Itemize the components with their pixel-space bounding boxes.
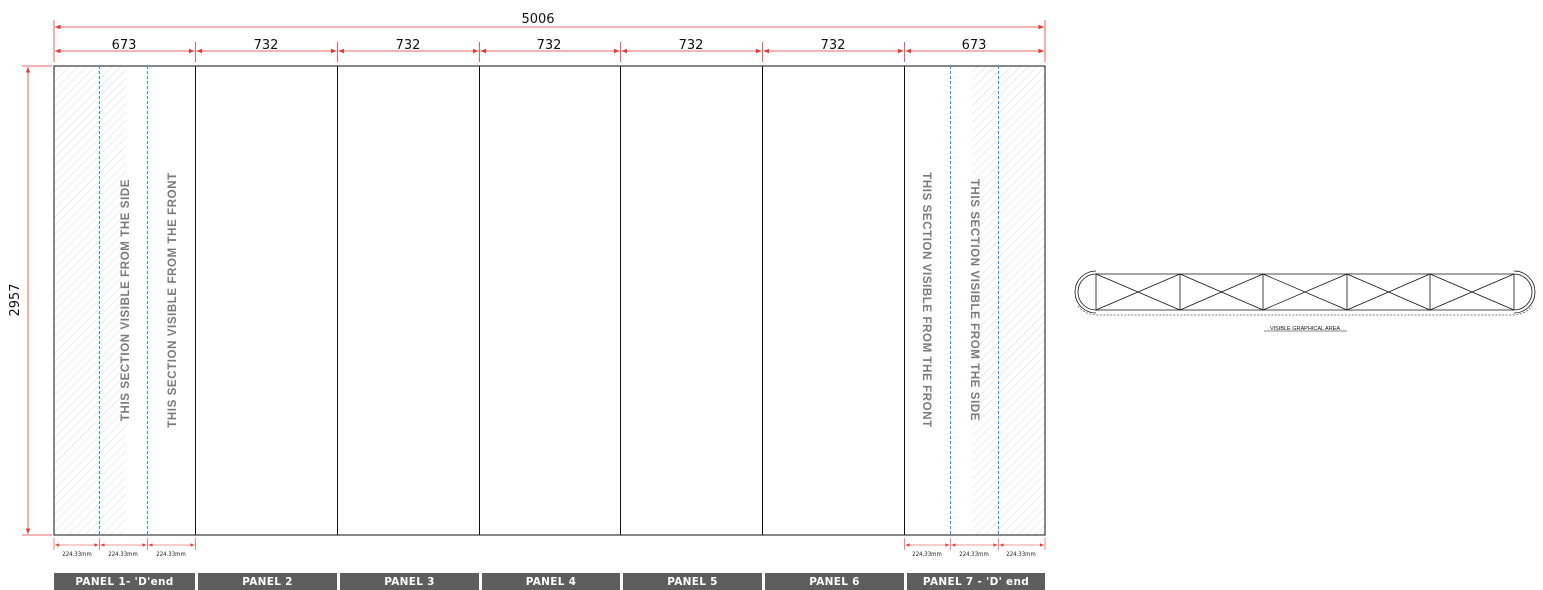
panel-1-width: 673 [111,38,137,53]
right-front-section-label: THIS SECTION VISIBLE FROM THE FRONT [920,172,932,428]
left-section-3-size: 224.33mm [156,551,186,558]
left-section-dimensions [54,538,196,558]
right-section-dimensions [905,538,1046,558]
hatch-area-right-outer [999,66,1045,535]
hatch-area-left-outer [54,66,99,535]
panel-6-width: 732 [820,38,846,53]
frame-top-view [1075,271,1535,315]
panel-6-label: PANEL 6 [765,573,904,590]
panel-4-width: 732 [536,38,562,53]
right-section-3-size: 224.33mm [1006,551,1036,558]
panel-7-width: 673 [961,38,987,53]
left-section-1-size: 224.33mm [62,551,92,558]
panel-5-label: PANEL 5 [623,573,762,590]
right-section-1-size: 224.33mm [912,551,942,558]
right-section-2-size: 224.33mm [959,551,989,558]
panel-2-width: 732 [253,38,279,53]
left-section-2-size: 224.33mm [108,551,138,558]
panel-4-label: PANEL 4 [482,573,620,590]
panel-5-width: 732 [678,38,704,53]
panel-3-label: PANEL 3 [340,573,479,590]
overall-width-dimension [54,12,1045,62]
section-guides [100,66,999,535]
panel-dividers [196,66,905,535]
panel-3-width: 732 [395,38,421,53]
visible-area-caption: VISIBLE GRAPHICAL AREA [1269,326,1341,332]
panel-1-label: PANEL 1- 'D'end [54,573,195,590]
panel-7-label: PANEL 7 - 'D' end [907,573,1045,590]
frame-lattice [1096,274,1514,310]
left-front-section-label: THIS SECTION VISIBLE FROM THE FRONT [167,172,179,428]
height-dimension [8,66,52,535]
panel-2-label: PANEL 2 [198,573,337,590]
right-side-section-label: THIS SECTION VISIBLE FROM THE SIDE [968,178,980,422]
panel-width-dimensions [55,38,1044,62]
left-side-section-label: THIS SECTION VISIBLE FROM THE SIDE [120,178,132,422]
banner-outline [54,66,1045,535]
overall-width-label: 5006 [521,12,555,27]
height-label: 2957 [8,283,23,317]
